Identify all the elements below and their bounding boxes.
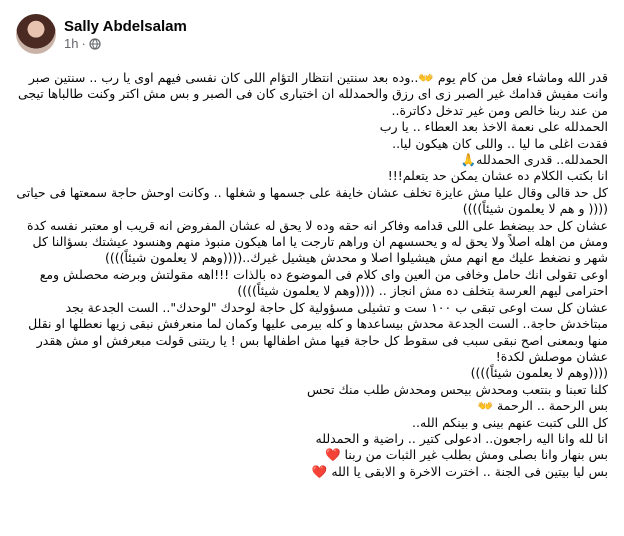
globe-icon[interactable] [89,38,101,50]
post-paragraph: عشان كل ست اوعى تبقى ب ١٠٠ ست و تشيلى مسؤولية كل حاجة لوحدك "لوحدك".. الست الجدعة بجد مبتاخدش حاجة.. الست الجدعة محدش بيساعدها و كله بيرمى عليها وكمان لما منعرفش نبقى زيها نعطلها او نقلل منها وبمعنى اصح نبقى سبب فى سقوط كل حاجة فيها مش اطفالها بس ! يا ريتنى قولت مبعرفش او مش هقدر عشان موصلش لكدة! [28,299,608,364]
post-paragraph: الحمدلله على نعمة الاخذ بعد العطاء .. يا رب [379,119,608,135]
post-time[interactable]: 1h [64,35,79,51]
post-paragraph: كل حد قالى وقال عليا مش عايزة تخلف عشان خايفة على جسمها و شغلها .. وكانت اوحش حاجة سمعتها فى حياتى [16,184,608,200]
post-paragraph: كلنا تعبنا و بنتعب ومحدش بيحس ومحدش طلب منك تحس [306,381,608,397]
post-header [16,12,608,56]
post-paragraph: ((((وهم لا يعلمون شيئاً)))) [470,365,608,381]
post-paragraph: الحمدلله.. قدرى الحمدلله🙏 [460,152,608,168]
post-paragraph: اوعى تقولى انك حامل وخافى من العين واى كلام فى الموضوع ده بالذات !!!اهه مقولتش وبرضه محصلش ومع احترامى ليهم العرسة بتخلف ده مش انجاز .. ((((وهم لا يعلمون شيئاً)))) [39,266,608,299]
avatar[interactable] [16,14,56,54]
post-paragraph: بس ليا بيتين فى الجنة .. اخترت الاخرة و الابقى يا الله ❤️ [311,463,608,479]
post-paragraph: بس الرحمة .. الرحمة 👐 [477,398,608,414]
author-name[interactable]: Sally Abdelsalam [64,17,187,35]
post-meta [64,17,187,52]
separator-dot: · [81,35,86,51]
post-paragraph: كل اللى كتبت عنهم بينى و بينكم الله.. [412,414,608,430]
post-body [16,70,608,480]
post-paragraph: قدر الله وماشاء فعل من كام يوم 👐..وده بعد سنتين انتظار التؤام اللى كان نفسى فيهم اوى يا رب .. سنتين صبر وانت مفيش قدامك غير الصبر زى اى رزق والحمدلله ان اختبارى كان فى الصبر و بس مش اكتر وكنت طالباها تيجى من عند ربنا خالص ومن غير تدخل دكاترة.. [17,70,608,118]
post-paragraph: بس بنهار وانا بصلى ومش بطلب غير الثبات من ربنا ❤️ [325,447,608,463]
post-paragraph: انا بكتب الكلام ده عشان يمكن حد يتعلم!!! [387,168,608,184]
post-paragraph: (((( و هم لا يعلمون شيئاً)))) [462,201,608,217]
post-paragraph: فقدت اغلى ما ليا .. واللى كان هيكون ليا.. [392,135,608,151]
post-subline [64,36,187,52]
post-paragraph: عشان كل حد بيضغط على اللى قدامه وفاكر انه حقه وده لا يحق له عشان المفروض انه قريب او معتبر نفسه كدة ومش من اهله اصلاً ولا يحق له و يحسسهم ان وراهم تارجت يا اما هيكون منبوذ منهم وهنسود عيشتك بسؤالنا كل شهر و نضغط عليك مع انهم مش هيشيلوا اصلا و محدش هيشيل غيرك..((((وهم لا يعلمون شيئاً)))) [27,217,608,266]
post-paragraph: انا لله وانا اليه راجعون.. ادعولى كتير .. راضية و الحمدلله [315,430,608,446]
